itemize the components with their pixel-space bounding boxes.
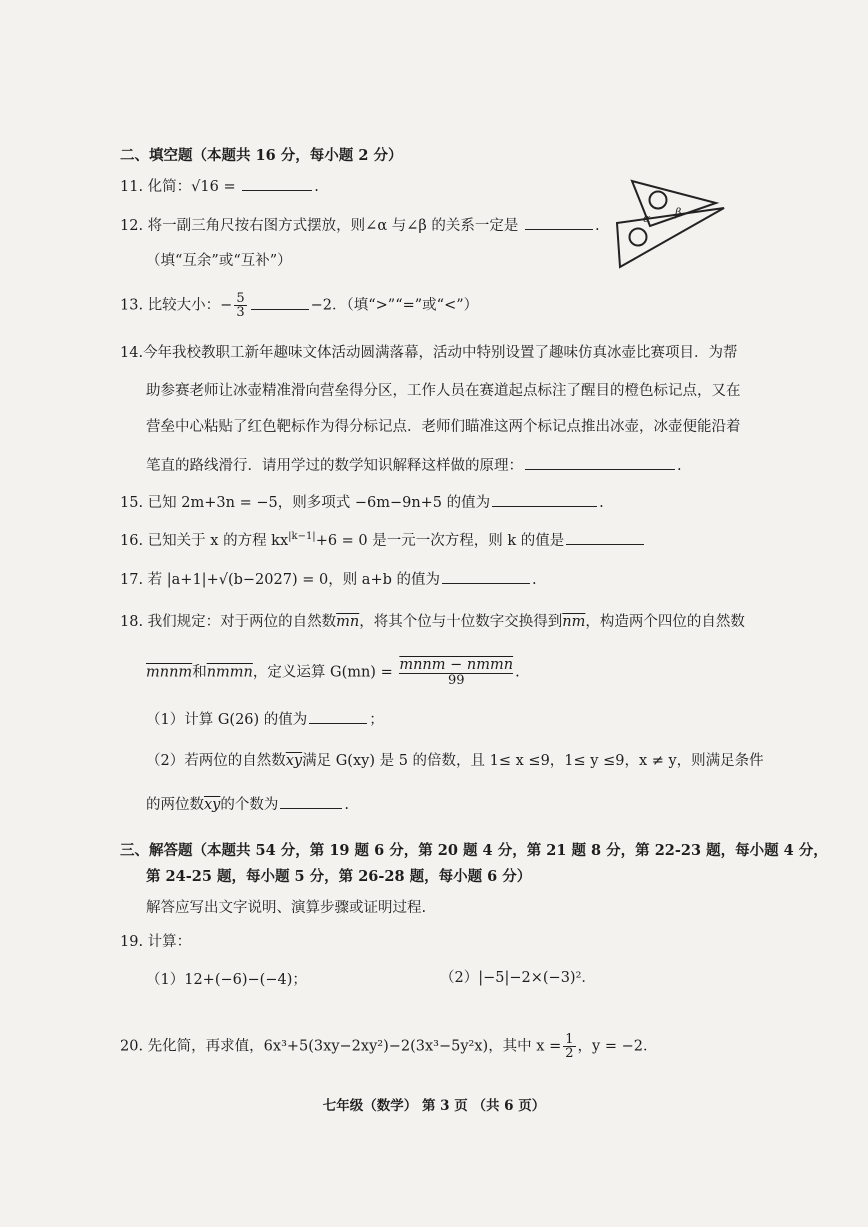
question-number: 16. bbox=[120, 533, 144, 549]
question-number: 12. bbox=[120, 218, 144, 234]
question-14-line-4 bbox=[146, 455, 682, 475]
question-19 bbox=[120, 934, 191, 951]
part-text: 满足 G(xy) 是 5 的倍数，且 1≤ x ≤9，1≤ y ≤9，x ≠ y，则满足条件 bbox=[302, 753, 764, 769]
alpha-label: α bbox=[643, 212, 651, 225]
question-text: 将一副三角尺按右图方式摆放，则∠α 与∠β 的关系一定是 bbox=[147, 218, 519, 234]
overline-xy: $\overline{xy}$ bbox=[204, 797, 221, 813]
part-text: 的个数为 bbox=[220, 797, 279, 813]
semicolon: ； bbox=[369, 712, 384, 728]
question-text-tail: −2．（填“>”“=”或“<”） bbox=[310, 297, 479, 314]
question-text: 今年我校教职工新年趣味文体活动圆满落幕，活动中特别设置了趣味仿真冰壶比赛项目．为帮 bbox=[143, 345, 738, 361]
question-13 bbox=[120, 292, 478, 319]
answer-blank bbox=[566, 530, 644, 545]
denominator: 99 bbox=[447, 672, 465, 688]
section-2-heading: 二、填空题（本题共 16 分，每小题 2 分） bbox=[120, 147, 403, 164]
period: . bbox=[314, 179, 319, 195]
question-14-line-3: 营垒中心粘贴了红色靶标作为得分标记点．老师们瞄准这两个标记点推出冰壶，冰壶便能沿着 bbox=[146, 419, 741, 435]
question-18-line-2: mnnm和nmmn，定义运算 G(mn) = $\frac{\text{mnnm − nmmn}}{99}$ . bbox=[146, 657, 520, 688]
question-number: 15. bbox=[120, 495, 144, 511]
question-number: 13. bbox=[120, 297, 144, 314]
question-number: 18. bbox=[120, 614, 144, 630]
question-17 bbox=[120, 569, 537, 589]
question-number: 20. bbox=[120, 1038, 144, 1055]
question-number: 19. bbox=[120, 934, 144, 950]
question-12 bbox=[120, 215, 600, 235]
question-text: 比较大小：− bbox=[147, 297, 233, 314]
part-text: （2）若两位的自然数 bbox=[146, 753, 286, 769]
question-14-line-1 bbox=[120, 345, 738, 362]
question-18-part-2 bbox=[146, 753, 764, 770]
question-12-hint: （填“互余”或“互补”） bbox=[146, 253, 292, 269]
question-18-line-1 bbox=[120, 614, 745, 631]
period: . bbox=[594, 218, 600, 234]
fraction bbox=[563, 1033, 575, 1060]
answer-blank bbox=[242, 176, 312, 191]
numerator: mnnm − nmmn bbox=[399, 657, 514, 673]
overline-nm: $\overline{nm}$ bbox=[562, 614, 586, 630]
question-19-part-1: （1）12+(−6)−(−4)； bbox=[146, 972, 307, 988]
period: . bbox=[599, 495, 604, 511]
fraction bbox=[234, 292, 246, 319]
question-text: 我们规定：对于两位的自然数 bbox=[147, 614, 337, 630]
denominator: 2 bbox=[565, 1046, 574, 1061]
question-text: 计算： bbox=[147, 934, 192, 950]
question-19-part-2: （2）|−5|−2×(−3)²． bbox=[440, 970, 596, 986]
upper-triangle-hole bbox=[650, 192, 667, 209]
question-15 bbox=[120, 492, 604, 512]
question-text: ，将其个位与十位数字交换得到 bbox=[359, 614, 563, 630]
answer-blank bbox=[525, 455, 675, 470]
period: . bbox=[344, 797, 349, 813]
question-number: 17. bbox=[120, 572, 144, 588]
answer-blank bbox=[309, 709, 367, 724]
question-number: 14. bbox=[120, 345, 144, 361]
question-text: 已知 2m+3n = −5，则多项式 −6m−9n+5 的值为 bbox=[147, 495, 491, 511]
question-text-tail: ，y = −2． bbox=[577, 1038, 658, 1055]
numerator: 5 bbox=[236, 291, 245, 306]
section-3-note: 解答应写出文字说明、演算步骤或证明过程. bbox=[146, 900, 427, 916]
section-3-heading: 三、解答题（本题共 54 分，第 19 题 6 分，第 20 题 4 分，第 21 题 8 分，第 22-23 题，每小题 4 分， bbox=[120, 842, 828, 859]
question-18-part-1 bbox=[146, 709, 384, 729]
exponent: |k−1| bbox=[288, 531, 316, 543]
question-14-line-2: 助参赛老师让冰壶精准滑向营垒得分区，工作人员在赛道起点标注了醒目的橙色标记点，又在 bbox=[146, 383, 741, 399]
definition-fraction bbox=[399, 658, 513, 687]
lower-triangle-hole bbox=[630, 229, 647, 246]
question-text: 化简：√16 = bbox=[147, 179, 236, 195]
overline-nmmn: nmmn bbox=[206, 664, 253, 681]
set-square-figure bbox=[612, 178, 732, 270]
answer-blank bbox=[442, 569, 530, 584]
question-number: 11. bbox=[120, 179, 144, 195]
question-text: ，构造两个四位的自然数 bbox=[585, 614, 745, 630]
part-text: 的两位数 bbox=[146, 797, 204, 813]
question-text: 已知关于 x 的方程 kx bbox=[147, 533, 289, 549]
question-text: 若 |a+1|+√(b−2027) = 0，则 a+b 的值为 bbox=[147, 572, 440, 588]
conjunction: 和 bbox=[192, 664, 207, 681]
overline-xy: $\overline{xy}$ bbox=[285, 753, 303, 769]
definition-text: ，定义运算 G(mn) = bbox=[252, 664, 393, 681]
beta-label: β bbox=[675, 206, 682, 219]
overline-mnnm: mnnm bbox=[146, 664, 193, 681]
period: . bbox=[677, 458, 682, 474]
numerator: 1 bbox=[565, 1032, 574, 1047]
answer-blank bbox=[251, 295, 309, 310]
question-11 bbox=[120, 176, 319, 196]
overline-mn: $\overline{mn}$ bbox=[336, 614, 360, 630]
question-text-tail: +6 = 0 是一元一次方程，则 k 的值是 bbox=[315, 533, 565, 549]
answer-blank bbox=[280, 794, 342, 809]
answer-blank bbox=[492, 492, 597, 507]
question-16 bbox=[120, 530, 646, 550]
section-3-heading-cont: 第 24-25 题，每小题 5 分，第 26-28 题，每小题 6 分） bbox=[146, 868, 532, 885]
period: . bbox=[532, 572, 537, 588]
question-text: 先化简，再求值，6x³+5(3xy−2xy²)−2(3x³−5y²x)，其中 x = bbox=[147, 1038, 562, 1055]
question-20 bbox=[120, 1033, 657, 1060]
question-text: 笔直的路线滑行．请用学过的数学知识解释这样做的原理： bbox=[146, 458, 523, 474]
lower-triangle bbox=[617, 208, 724, 267]
answer-blank bbox=[525, 215, 593, 230]
part-text: （1）计算 G(26) 的值为 bbox=[146, 712, 308, 728]
question-18-part-2-cont bbox=[146, 794, 349, 814]
denominator: 3 bbox=[236, 305, 245, 320]
page-footer: 七年级（数学） 第 3 页 （共 6 页） bbox=[322, 1098, 546, 1114]
